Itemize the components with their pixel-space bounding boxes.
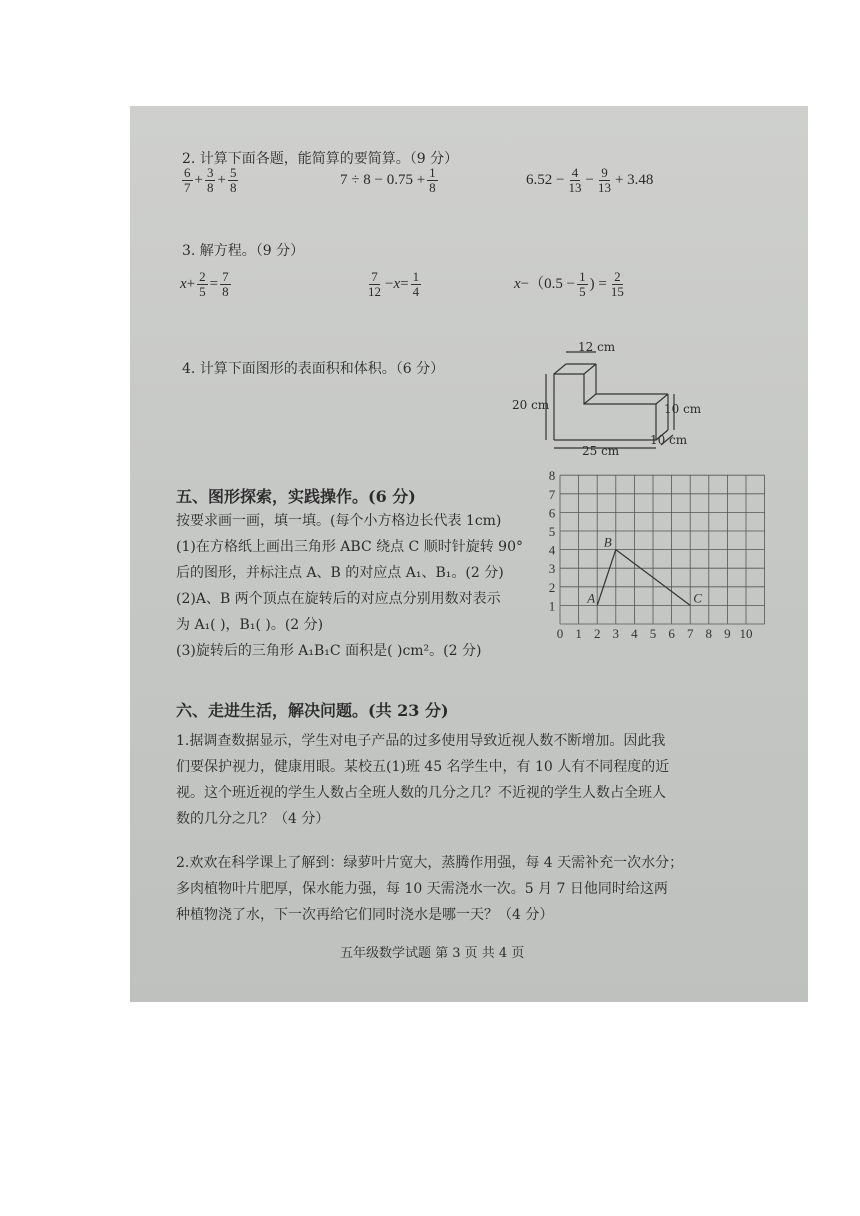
page-footer: 五年级数学试题 第 3 页 共 4 页: [340, 946, 525, 961]
x-tick-label: 3: [612, 626, 620, 641]
x-tick-label: 6: [668, 626, 675, 641]
dim-label-right: 10 cm: [664, 402, 702, 416]
x-tick-label: 7: [686, 626, 694, 641]
x-tick-label: 2: [593, 626, 601, 641]
y-tick-label: 6: [548, 505, 556, 521]
triangle-abc: [597, 550, 690, 606]
problem-1-line: 们要保护视力，健康用眼。某校五(1)班 45 名学生中，有 10 人有不同程度的近: [176, 759, 670, 775]
y-tick-label: 7: [548, 486, 556, 502]
problem-1-line: 数的几分之几？（4 分）: [176, 811, 330, 827]
dim-label-bottom: 25 cm: [582, 444, 620, 458]
dim-label-left: 20 cm: [512, 398, 550, 412]
problem-1: [176, 728, 776, 832]
q2-expression-3: 6.52 − $\frac{4}{13}$ − $\frac{9}{13}$ + 3.48: [526, 165, 654, 195]
q2-expression-1: $\frac{6}{7}$ + $\frac{3}{8}$ + $\frac{5}{8}$: [184, 165, 237, 195]
y-tick-label: 4: [548, 542, 556, 558]
q2-title: 2. 计算下面各题，能简算的要简算。（9 分）: [182, 151, 459, 167]
y-tick-label: 1: [548, 598, 556, 614]
q3-title: 3. 解方程。（9 分）: [182, 243, 305, 259]
section-5-line: 为 A₁( )，B₁( )。(2 分): [176, 617, 324, 633]
point-a-label: A: [587, 590, 596, 606]
section-5-line: 后的图形，并标注点 A、B 的对应点 A₁、B₁。(2 分): [176, 565, 504, 581]
x-tick-label: 8: [705, 626, 713, 641]
section-5-line: (1)在方格纸上画出三角形 ABC 绕点 C 顺时针旋转 90°: [176, 539, 523, 555]
problem-1-line: 视。这个班近视的学生人数占全班人数的几分之几？不近视的学生人数占全班人: [176, 785, 666, 801]
exam-page-photo: [130, 106, 808, 1002]
problem-2-line: 多肉植物叶片肥厚，保水能力强，每 10 天需浇水一次。5 月 7 日他同时给这两: [176, 881, 668, 897]
section-5-line: (3)旋转后的三角形 A₁B₁C 面积是( )cm²。(2 分): [176, 643, 482, 659]
y-tick-label: 5: [548, 524, 556, 539]
section-5-text: [176, 508, 546, 664]
point-b-label: B: [603, 534, 612, 550]
y-tick-label: 8: [548, 468, 556, 484]
problem-2-line: 种植物浇了水，下一次再给它们同时浇水是哪一天？（4 分）: [176, 907, 554, 923]
q3-equation-1: x+ $\frac{2}{5}$ = $\frac{7}{8}$: [180, 269, 229, 299]
section-5-heading: 五、图形探索，实践操作。(6 分): [176, 487, 416, 506]
x-tick-label: 9: [724, 626, 731, 641]
q2-expression-2: 7 ÷ 8 − 0.75 + $\frac{1}{8}$: [340, 165, 436, 195]
point-c-label: C: [693, 590, 702, 606]
q3-equation-3: x−（0.5 − $\frac{1}{5}$ ) = $\frac{2}{15}$: [514, 269, 624, 299]
x-tick-label: 0: [556, 626, 564, 641]
q4-title: 4. 计算下面图形的表面积和体积。（6 分）: [182, 361, 445, 377]
section-5-line: 按要求画一画，填一填。(每个小方格边长代表 1cm): [176, 513, 502, 529]
x-tick-label: 4: [631, 626, 638, 641]
x-tick-label: 1: [575, 626, 582, 641]
problem-2-line: 2.欢欢在科学课上了解到：绿萝叶片宽大，蒸腾作用强，每 4 天需补充一次水分；: [176, 855, 684, 871]
q3-equation-2: $\frac{7}{12}$ −x= $\frac{1}{4}$: [368, 269, 420, 299]
problem-1-line: 1.据调查数据显示，学生对电子产品的过多使用导致近视人数不断增加。因此我: [176, 733, 666, 749]
dim-label-top: 12 cm: [578, 340, 616, 354]
section-5-line: (2)A、B 两个顶点在旋转后的对应点分别用数对表示: [176, 591, 501, 607]
y-tick-label: 2: [548, 579, 556, 595]
dim-label-depth: 10 cm: [650, 433, 688, 447]
x-tick-label: 10: [739, 626, 753, 641]
section-6-heading: 六、走进生活，解决问题。(共 23 分): [176, 701, 449, 720]
coordinate-grid: [540, 468, 772, 646]
x-tick-label: 5: [649, 626, 657, 641]
y-tick-label: 3: [548, 561, 556, 577]
problem-2: [176, 850, 786, 928]
